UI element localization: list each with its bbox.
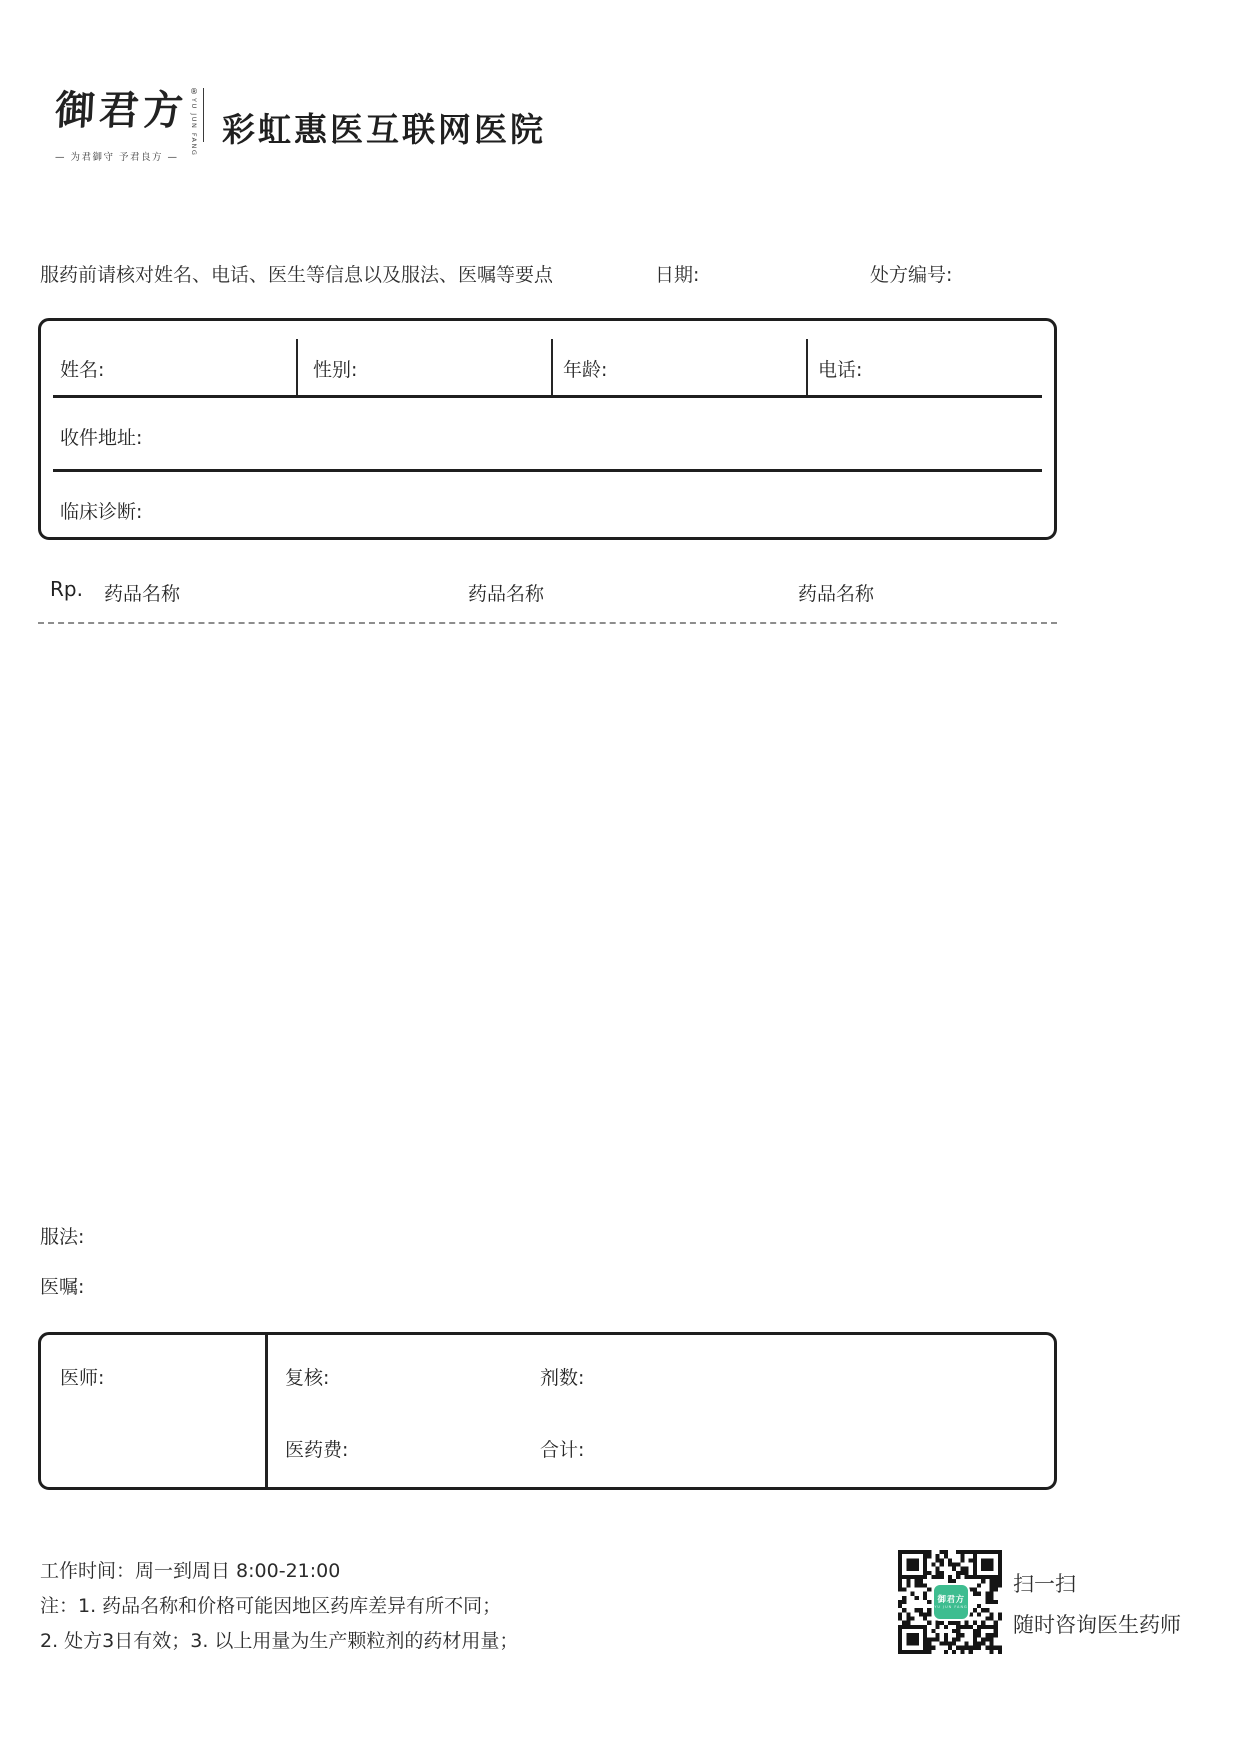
notice-row (0, 260, 1240, 286)
column-divider (551, 339, 553, 395)
scan-description: 随时咨询医生药师 (1013, 1613, 1181, 1637)
row-divider (53, 395, 1042, 398)
dose-count-label: 剂数: (540, 1367, 585, 1389)
footer-note-2: 2. 处方3日有效；3. 以上用量为生产颗粒剂的药材用量； (40, 1630, 519, 1652)
qr-center-logo (932, 1583, 970, 1621)
physician-label: 医师: (60, 1367, 105, 1389)
column-divider (296, 339, 298, 395)
usage-instructions-label: 服法: (40, 1226, 85, 1248)
clinical-diagnosis-label: 临床诊断: (60, 501, 143, 523)
footer-note-1: 注：1. 药品名称和价格可能因地区药库差异有所不同； (40, 1595, 502, 1617)
qr-center-brand-sub: YU JUN FANG (934, 1605, 968, 1610)
prescription-number-label: 处方编号: (870, 264, 953, 286)
registered-trademark-icon: ® (190, 87, 198, 96)
brand-name: 御君方 (53, 87, 189, 134)
patient-gender-label: 性别: (313, 359, 358, 381)
patient-phone-label: 电话: (818, 359, 863, 381)
reviewer-label: 复核: (285, 1367, 330, 1389)
patient-name-label: 姓名: (60, 359, 105, 381)
verification-notice: 服药前请核对姓名、电话、医生等信息以及服法、医嘱等要点 (40, 264, 554, 286)
qr-center-brand-text: 御君方 (937, 1594, 965, 1605)
signoff-divider (265, 1335, 268, 1487)
patient-info-box (38, 318, 1057, 540)
brand-logo-side (190, 87, 204, 157)
drug-name-column-header: 药品名称 (798, 583, 875, 605)
patient-age-label: 年龄: (563, 359, 608, 381)
drug-name-column-header: 药品名称 (104, 583, 181, 605)
medicine-fee-label: 医药费: (285, 1439, 349, 1461)
signoff-box (38, 1332, 1057, 1490)
total-label: 合计: (540, 1439, 585, 1461)
brand-pinyin: YU JUN FANG (190, 98, 198, 157)
date-field-label: 日期: (655, 264, 700, 286)
rp-label: Rp. (50, 577, 83, 601)
hospital-name: 彩虹惠医互联网医院 (222, 110, 546, 149)
drug-name-column-header: 药品名称 (468, 583, 545, 605)
brand-logo (55, 88, 204, 163)
column-divider (806, 339, 808, 395)
shipping-address-label: 收件地址: (60, 427, 143, 449)
scan-me-label: 扫一扫 (1013, 1572, 1076, 1596)
row-divider (53, 469, 1042, 472)
doctor-advice-label: 医嘱: (40, 1276, 85, 1298)
brand-tagline: — 为君御守 予君良方 — (55, 152, 179, 163)
working-hours: 工作时间：周一到周日 8:00-21:00 (40, 1560, 341, 1582)
prescription-area-divider (38, 622, 1057, 624)
qr-code (898, 1550, 1002, 1654)
